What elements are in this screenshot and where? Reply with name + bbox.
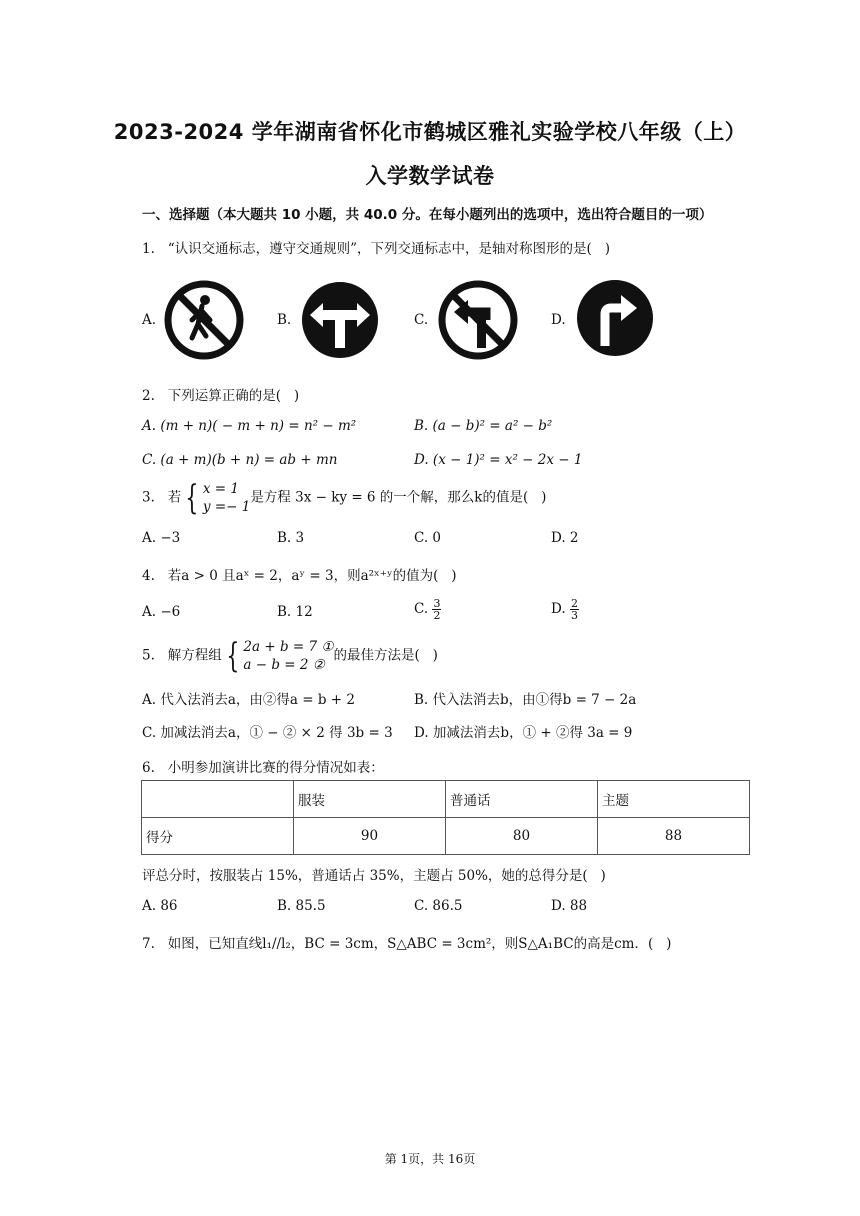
q4-option-d-fraction [570,598,579,621]
q2-option-b: B. (a − b)² = a² − b² [414,418,553,434]
q2-option-a: A. (m + n)( − m + n) = n² − m² [142,418,357,434]
q4-option-c [414,598,441,621]
q5-prefix: 5. 解方程组 [142,647,222,664]
table-cell: 80 [446,818,598,855]
q4-option-c-label: C. [414,601,429,617]
q4-c-numerator: 3 [433,597,441,610]
q5-option-a: A. 代入法消去a，由②得a = b + 2 [142,692,355,708]
table-row-label: 得分 [142,818,294,855]
q5-suffix: 的最佳方法是( ) [333,647,438,664]
q1-option-d-label: D. [551,312,566,328]
score-table [141,780,750,855]
q1-option-b-label: B. [277,312,292,328]
q3-brace: { [185,478,199,518]
q1-option-a-label: A. [142,312,157,328]
question-6-weighting: 评总分时，按服装占 15%，普通话占 35%，主题占 50%，她的总得分是( ) [142,868,606,884]
q6-option-b: B. 85.5 [277,898,326,914]
question-2-stem: 2. 下列运算正确的是( ) [142,388,300,404]
q5-option-c: C. 加减法消去a，① − ② × 2 得 3b = 3 [142,725,393,741]
q4-option-a: A. −6 [142,604,181,620]
q4-d-numerator: 2 [570,597,578,610]
q5-option-b: B. 代入法消去b，由①得b = 7 − 2a [414,692,637,708]
q4-c-denominator: 2 [433,609,441,622]
table-header-cell: 服装 [294,781,446,818]
question-6-stem: 6. 小明参加演讲比赛的得分情况如表： [142,760,384,776]
no-pedestrian-sign-icon [164,280,244,360]
q3-system [203,480,250,516]
question-4-stem: 4. 若a > 0 且aˣ = 2，aʸ = 3，则a²ˣ⁺ʸ的值为( ) [142,568,457,584]
table-cell: 88 [598,818,750,855]
q3-eq2: y =− 1 [202,499,251,515]
question-7-stem: 7. 如图，已知直线l₁//l₂，BC = 3cm，S△ABC = 3cm²，则S△A₁BC的高是cm．( ) [142,936,672,952]
table-row [142,818,750,855]
question-3-stem [142,480,546,516]
q2-option-d: D. (x − 1)² = x² − 2x − 1 [414,452,583,468]
q4-option-c-fraction [432,598,441,621]
table-header-cell: 普通话 [446,781,598,818]
q4-option-d [551,598,579,621]
no-left-turn-sign-icon [438,280,518,360]
table-cell: 90 [294,818,446,855]
question-5-stem [142,638,438,674]
exam-title-line2: 入学数学试卷 [365,164,495,188]
table-header-cell: 主题 [598,781,750,818]
section-heading: 一、选择题（本大题共 10 小题，共 40.0 分。在每小题列出的选项中，选出符合题目的一项） [142,207,713,223]
q3-option-c: C. 0 [414,530,442,546]
table-header-row [142,781,750,818]
q3-prefix: 3. 若 [142,489,182,506]
q3-eq1: x = 1 [202,481,240,497]
q5-eq1: 2a + b = 7 ① [243,639,334,655]
q5-brace: { [226,636,240,676]
q4-d-denominator: 3 [570,609,578,622]
q2-option-c: C. (a + m)(b + n) = ab + mn [142,452,338,468]
q3-option-a: A. −3 [142,530,181,546]
q5-option-d: D. 加减法消去b，① + ②得 3a = 9 [414,725,633,741]
table-header-cell [142,781,294,818]
q6-option-d: D. 88 [551,898,588,914]
q5-system [243,638,333,674]
q3-option-b: B. 3 [277,530,305,546]
q4-option-b: B. 12 [277,604,313,620]
q3-suffix: 是方程 3x − ky = 6 的一个解，那么k的值是( ) [250,489,547,506]
q4-option-d-label: D. [551,601,566,617]
question-1-stem: 1. “认识交通标志，遵守交通规则”，下列交通标志中，是轴对称图形的是( ) [142,241,610,257]
q3-option-d: D. 2 [551,530,579,546]
right-turn-sign-icon [575,278,655,358]
page-footer: 第 1页，共 16页 [384,1152,476,1166]
left-right-turn-sign-icon [300,280,380,360]
q6-option-a: A. 86 [142,898,178,914]
q6-option-c: C. 86.5 [414,898,463,914]
q1-option-c-label: C. [414,312,429,328]
exam-title-line1: 2023-2024 学年湖南省怀化市鹤城区雅礼实验学校八年级（上） [113,120,747,144]
q5-eq2: a − b = 2 ② [243,657,325,673]
